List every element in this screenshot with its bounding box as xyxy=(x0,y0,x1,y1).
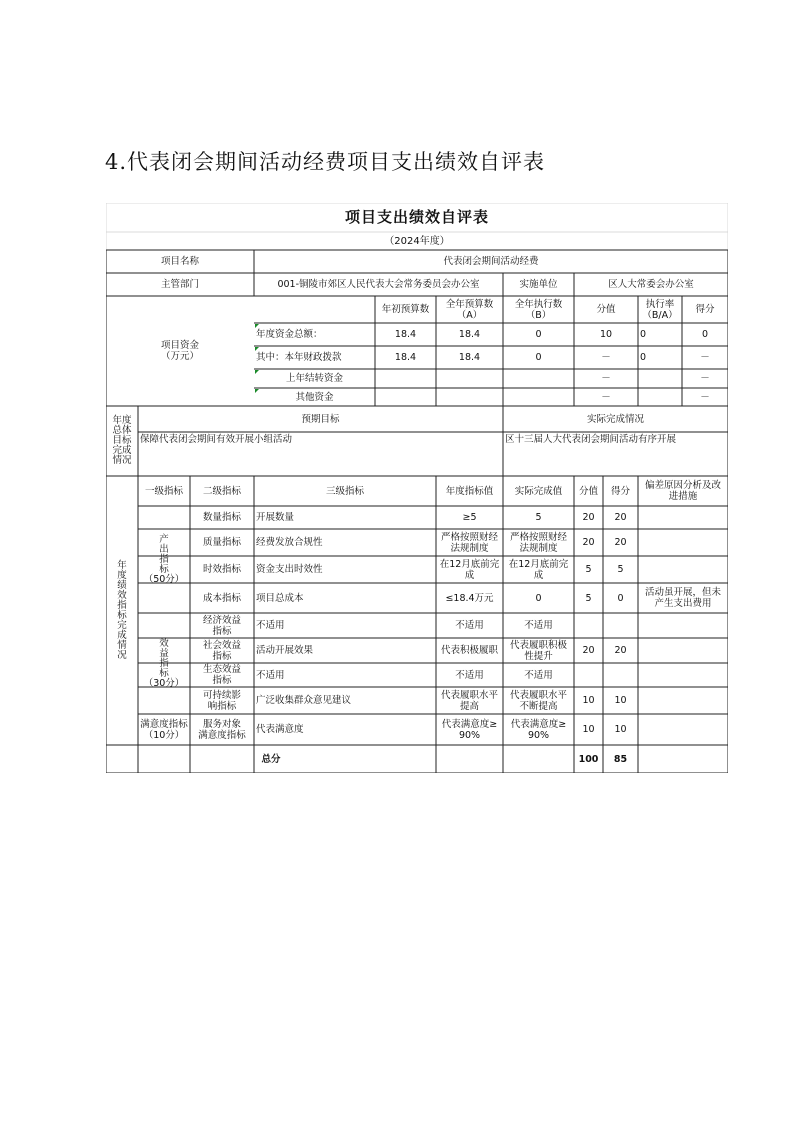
perf-value: 20 xyxy=(582,645,595,656)
perf-header-4: 实际完成值 xyxy=(514,485,563,497)
perf-header-1: 二级指标 xyxy=(202,485,241,497)
perf-value: 10 xyxy=(582,724,595,735)
perf-score: 0 xyxy=(617,592,624,604)
dept-label: 主管部门 xyxy=(160,279,199,290)
perf-output-label: 产 出 指 标 （50分） xyxy=(143,533,185,585)
perf-score: 20 xyxy=(614,645,627,656)
perf-actual: 不适用 xyxy=(524,669,553,681)
perf-value xyxy=(574,613,603,638)
funds-cell-rate xyxy=(638,388,682,406)
cell-marker xyxy=(255,370,259,374)
funds-cell-exec: 0 xyxy=(535,329,542,340)
perf-value: 5 xyxy=(585,592,592,604)
funds-cell-exec: 0 xyxy=(535,352,542,363)
form-title: 项目支出绩效自评表 xyxy=(344,208,489,226)
perf-l3: 开展数量 xyxy=(256,512,295,523)
funds-cell-score_value: － xyxy=(601,391,611,403)
goal-actual-label: 实际完成情况 xyxy=(586,413,644,425)
perf-actual: 在12月底前完 成 xyxy=(508,558,569,581)
impl-value: 区人大常委会办公室 xyxy=(608,279,694,290)
perf-note xyxy=(638,613,728,638)
perf-target: 严格按照财经 法规制度 xyxy=(440,531,498,554)
perf-l3: 经费发放合规性 xyxy=(256,537,323,548)
funds-header-0: 年初预算数 xyxy=(381,304,430,315)
goal-actual-value: 区十三届人大代表闭会期间活动有序开展 xyxy=(505,434,677,445)
funds-row-label: 其他资金 xyxy=(295,391,334,403)
total-score: 85 xyxy=(613,753,628,765)
perf-note xyxy=(638,556,728,583)
perf-note xyxy=(638,638,728,663)
performance-form xyxy=(106,203,728,773)
cell-marker xyxy=(255,347,259,351)
perf-score: 10 xyxy=(614,695,627,706)
perf-header-2: 三级指标 xyxy=(325,485,364,497)
funds-cell-exec xyxy=(503,388,574,406)
funds-cell-full: 18.4 xyxy=(458,352,481,363)
perf-target: ≤18.4万元 xyxy=(445,592,494,604)
funds-cell-rate: 0 xyxy=(640,352,647,363)
perf-score: 10 xyxy=(614,724,627,735)
funds-cell-score_value: － xyxy=(601,373,611,384)
perf-header-6: 得分 xyxy=(610,485,630,497)
perf-target: 不适用 xyxy=(455,669,484,681)
perf-target: 代表履职水平 提高 xyxy=(440,689,498,712)
perf-target: 代表积极履职 xyxy=(440,645,498,656)
funds-cell-budget: 18.4 xyxy=(394,329,417,340)
perf-actual: 5 xyxy=(535,512,542,523)
funds-cell-full xyxy=(436,369,503,388)
project-name-value: 代表闭会期间活动经费 xyxy=(443,256,539,267)
perf-l2: 生态效益 指标 xyxy=(202,664,241,686)
perf-l3: 广泛收集群众意见建议 xyxy=(256,695,352,706)
perf-l3: 不适用 xyxy=(256,620,285,631)
perf-actual: 代表满意度≥ 90% xyxy=(510,718,567,741)
funds-cell-full: 18.4 xyxy=(458,329,481,340)
funds-label: 项目资金 （万元） xyxy=(160,340,199,362)
form-year: （2024年度） xyxy=(384,235,450,247)
funds-cell-budget xyxy=(375,388,436,406)
impl-label: 实施单位 xyxy=(519,279,558,290)
perf-benefit-label: 效 益 指 标 （30分） xyxy=(143,637,185,689)
perf-value xyxy=(574,663,603,687)
funds-cell-score: － xyxy=(700,373,710,384)
total-value: 100 xyxy=(578,753,599,765)
funds-header-4: 执行率 （B/A） xyxy=(642,298,678,321)
perf-actual: 不适用 xyxy=(524,620,553,631)
funds-header-1: 全年预算数 （A） xyxy=(445,298,494,321)
funds-cell-rate xyxy=(638,369,682,388)
perf-target: 在12月底前完 成 xyxy=(439,558,500,581)
perf-l2: 社会效益 指标 xyxy=(202,639,241,662)
perf-header-5: 分值 xyxy=(578,485,598,497)
dept-value: 001-铜陵市郊区人民代表大会常务委员会办公室 xyxy=(277,279,480,290)
perf-value: 5 xyxy=(585,564,592,575)
perf-header-7: 偏差原因分析及改 进措施 xyxy=(644,480,721,502)
funds-cell-budget: 18.4 xyxy=(394,352,417,363)
perf-value: 20 xyxy=(582,537,595,548)
funds-cell-rate: 0 xyxy=(640,329,647,340)
perf-target: ≥5 xyxy=(462,512,477,523)
perf-l2: 质量指标 xyxy=(202,537,241,548)
funds-row-label: 其中：本年财政拨款 xyxy=(256,352,342,363)
project-name-label: 项目名称 xyxy=(160,256,199,267)
perf-label: 年 度 绩 效 指 标 完 成 情 况 xyxy=(117,559,127,661)
perf-note xyxy=(638,529,728,556)
cell-marker xyxy=(255,389,259,393)
goal-label: 年度 总体 目标 完成 情况 xyxy=(112,415,132,466)
perf-score: 20 xyxy=(614,512,627,523)
perf-l2: 时效指标 xyxy=(202,564,241,575)
perf-note xyxy=(638,506,728,529)
perf-l3: 项目总成本 xyxy=(256,592,304,604)
perf-l2: 数量指标 xyxy=(202,512,241,523)
funds-cell-score: 0 xyxy=(701,329,709,340)
perf-l2: 可持续影 响指标 xyxy=(202,689,241,712)
perf-actual: 代表履职水平 不断提高 xyxy=(509,689,567,712)
perf-l3: 代表满意度 xyxy=(256,724,304,735)
goal-expected-label: 预期目标 xyxy=(301,413,340,425)
total-label: 总分 xyxy=(261,753,281,765)
perf-l3: 不适用 xyxy=(256,669,285,681)
perf-score: 5 xyxy=(617,564,624,575)
funds-header-3: 分值 xyxy=(596,304,616,315)
perf-header-0: 一级指标 xyxy=(144,485,183,497)
funds-cell-exec xyxy=(503,369,574,388)
perf-l3: 资金支出时效性 xyxy=(256,564,323,575)
perf-l2: 成本指标 xyxy=(202,592,241,604)
perf-actual: 代表履职积极 性提升 xyxy=(509,639,567,662)
goal-expected-value: 保障代表闭会期间有效开展小组活动 xyxy=(140,434,293,445)
perf-l2: 服务对象 满意度指标 xyxy=(198,718,246,741)
perf-score: 20 xyxy=(614,537,627,548)
funds-row-label: 年度资金总额： xyxy=(256,329,323,340)
funds-cell-score: － xyxy=(700,352,710,363)
funds-cell-budget xyxy=(375,369,436,388)
perf-header-3: 年度指标值 xyxy=(445,485,494,497)
perf-value: 20 xyxy=(582,512,595,523)
perf-actual: 严格按照财经 法规制度 xyxy=(509,531,567,554)
funds-cell-full xyxy=(436,388,503,406)
perf-l3: 活动开展效果 xyxy=(256,645,314,656)
perf-actual: 0 xyxy=(535,592,542,604)
perf-note xyxy=(638,663,728,687)
funds-cell-score_value: 10 xyxy=(599,329,613,340)
perf-satisfaction-label: 满意度指标 （10分） xyxy=(140,718,188,741)
perf-note: 活动虽开展，但未 产生支出费用 xyxy=(644,587,721,609)
perf-note xyxy=(638,714,728,745)
perf-target: 代表满意度≥ 90% xyxy=(441,718,498,741)
cell-marker xyxy=(255,324,259,328)
perf-target: 不适用 xyxy=(455,620,484,631)
perf-note xyxy=(638,687,728,714)
funds-cell-score_value: － xyxy=(601,352,611,363)
funds-header-2: 全年执行数 （B） xyxy=(514,298,563,321)
perf-value: 10 xyxy=(582,695,595,706)
funds-row-label: 上年结转资金 xyxy=(285,373,343,384)
perf-l2: 经济效益 指标 xyxy=(202,614,241,637)
page-heading: 4.代表闭会期间活动经费项目支出绩效自评表 xyxy=(105,150,546,174)
funds-cell-score: － xyxy=(700,391,710,403)
funds-header-5: 得分 xyxy=(695,304,715,315)
perf-score xyxy=(603,663,638,687)
perf-score xyxy=(603,613,638,638)
